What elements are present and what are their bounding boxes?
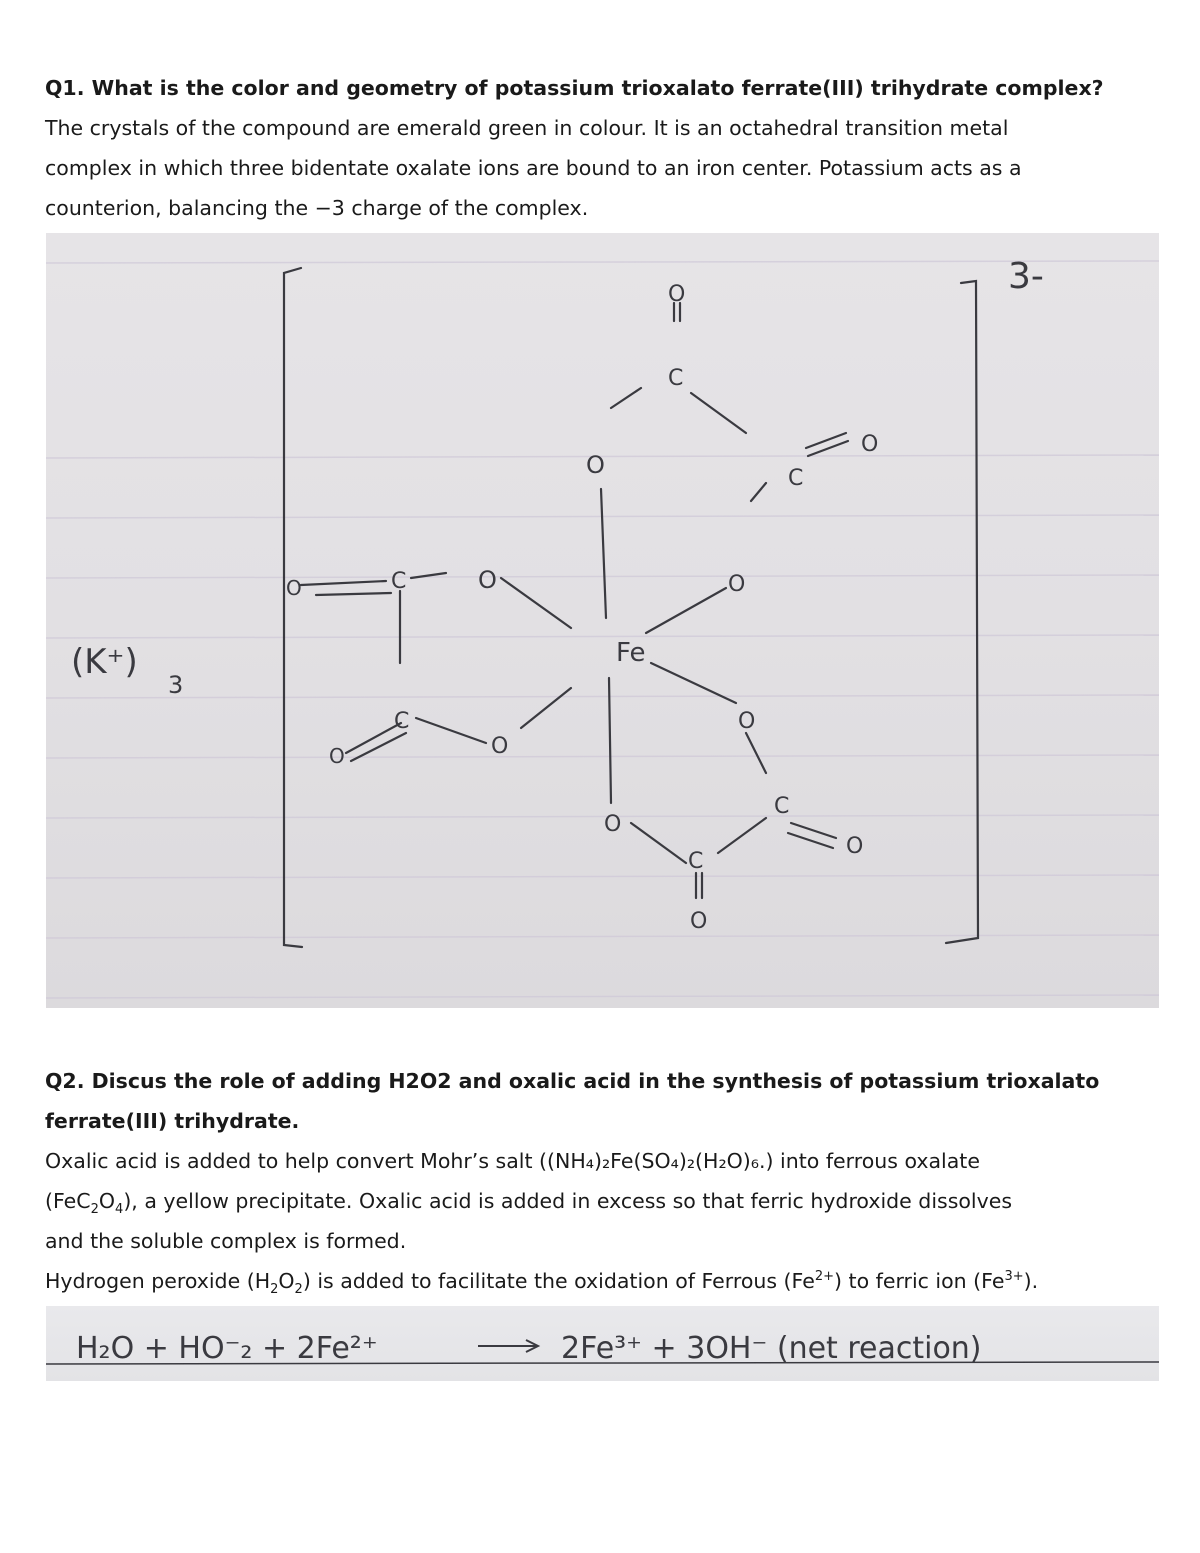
fe-center-label: Fe [616, 638, 646, 668]
atom-c-top: C [668, 366, 684, 391]
complex-structure-photo [46, 233, 1159, 1008]
atom-o-bottom-far: O [690, 909, 708, 934]
equation-left: H₂O + HO⁻₂ + 2Fe²⁺ [76, 1331, 378, 1366]
bonds [284, 268, 978, 947]
atom-c-bottom: C [688, 849, 704, 874]
notebook-lines [46, 261, 1159, 998]
q2-title-line-2: ferrate(III) trihydrate. [45, 1109, 300, 1133]
q1-answer-line-1: The crystals of the compound are emerald green in colour. It is an octahedral transition metal [45, 116, 1009, 140]
atom-o-left-upper: O [478, 566, 497, 594]
q1-answer-line-2: complex in which three bidentate oxalate ions are bound to an iron center. Potassium acts as a [45, 156, 1022, 180]
q2-answer-line-3: and the soluble complex is formed. [45, 1229, 407, 1253]
atom-o-bottom-right: O [846, 834, 864, 859]
atom-o-right-lower: O [738, 709, 756, 734]
atom-o-upper: O [586, 451, 605, 479]
atom-o-left-bottom-far: O [329, 744, 345, 768]
atom-o-top: O [668, 282, 686, 307]
q1-title: Q1. What is the color and geometry of potassium trioxalato ferrate(III) trihydrate complex? [45, 76, 1104, 100]
q2-answer-line-4: Hydrogen peroxide $(H_2O_2)$ is added to facilitate the oxidation of Ferrous $(Fe^{2+})$ to ferric ion $(Fe^{3+})$. [45, 1269, 1039, 1298]
atom-c-left-bottom: C [394, 709, 410, 734]
equation-photo [46, 1306, 1159, 1381]
atom-o-bottom: O [604, 812, 622, 837]
q2-answer-line-1: Oxalic acid is added to help convert Mohr’s salt ((NH₄)₂Fe(SO₄)₂(H₂O)₆.) into ferrous oxalate [45, 1149, 980, 1173]
complex-structure-drawing [46, 233, 1159, 1008]
equation-drawing [46, 1306, 1159, 1381]
atom-o-right-upper: O [728, 572, 746, 597]
atom-c-right: C [788, 466, 804, 491]
atom-o-left-far: O [286, 576, 302, 600]
atom-o-left-lower: O [491, 734, 509, 759]
atom-c-bottom-right: C [774, 794, 790, 819]
atom-o-right-top: O [861, 432, 879, 457]
atom-labels [71, 256, 1044, 934]
q2-answer-line-2: $(FeC_2O_4)$, a yellow precipitate. Oxalic acid is added in excess so that ferric hydroxide dissolves [45, 1189, 1013, 1218]
counterion-label: (K⁺) [71, 642, 138, 682]
q2-title-line-1: Q2. Discus the role of adding H2O2 and oxalic acid in the synthesis of potassium trioxalato [45, 1069, 1100, 1093]
atom-c-left-top: C [391, 569, 407, 594]
equation-right: 2Fe³⁺ + 3OH⁻ (net reaction) [561, 1331, 982, 1366]
counterion-count: 3 [168, 671, 184, 699]
q1-answer-line-3: counterion, balancing the −3 charge of the complex. [45, 196, 589, 220]
charge-label: 3- [1008, 256, 1044, 297]
